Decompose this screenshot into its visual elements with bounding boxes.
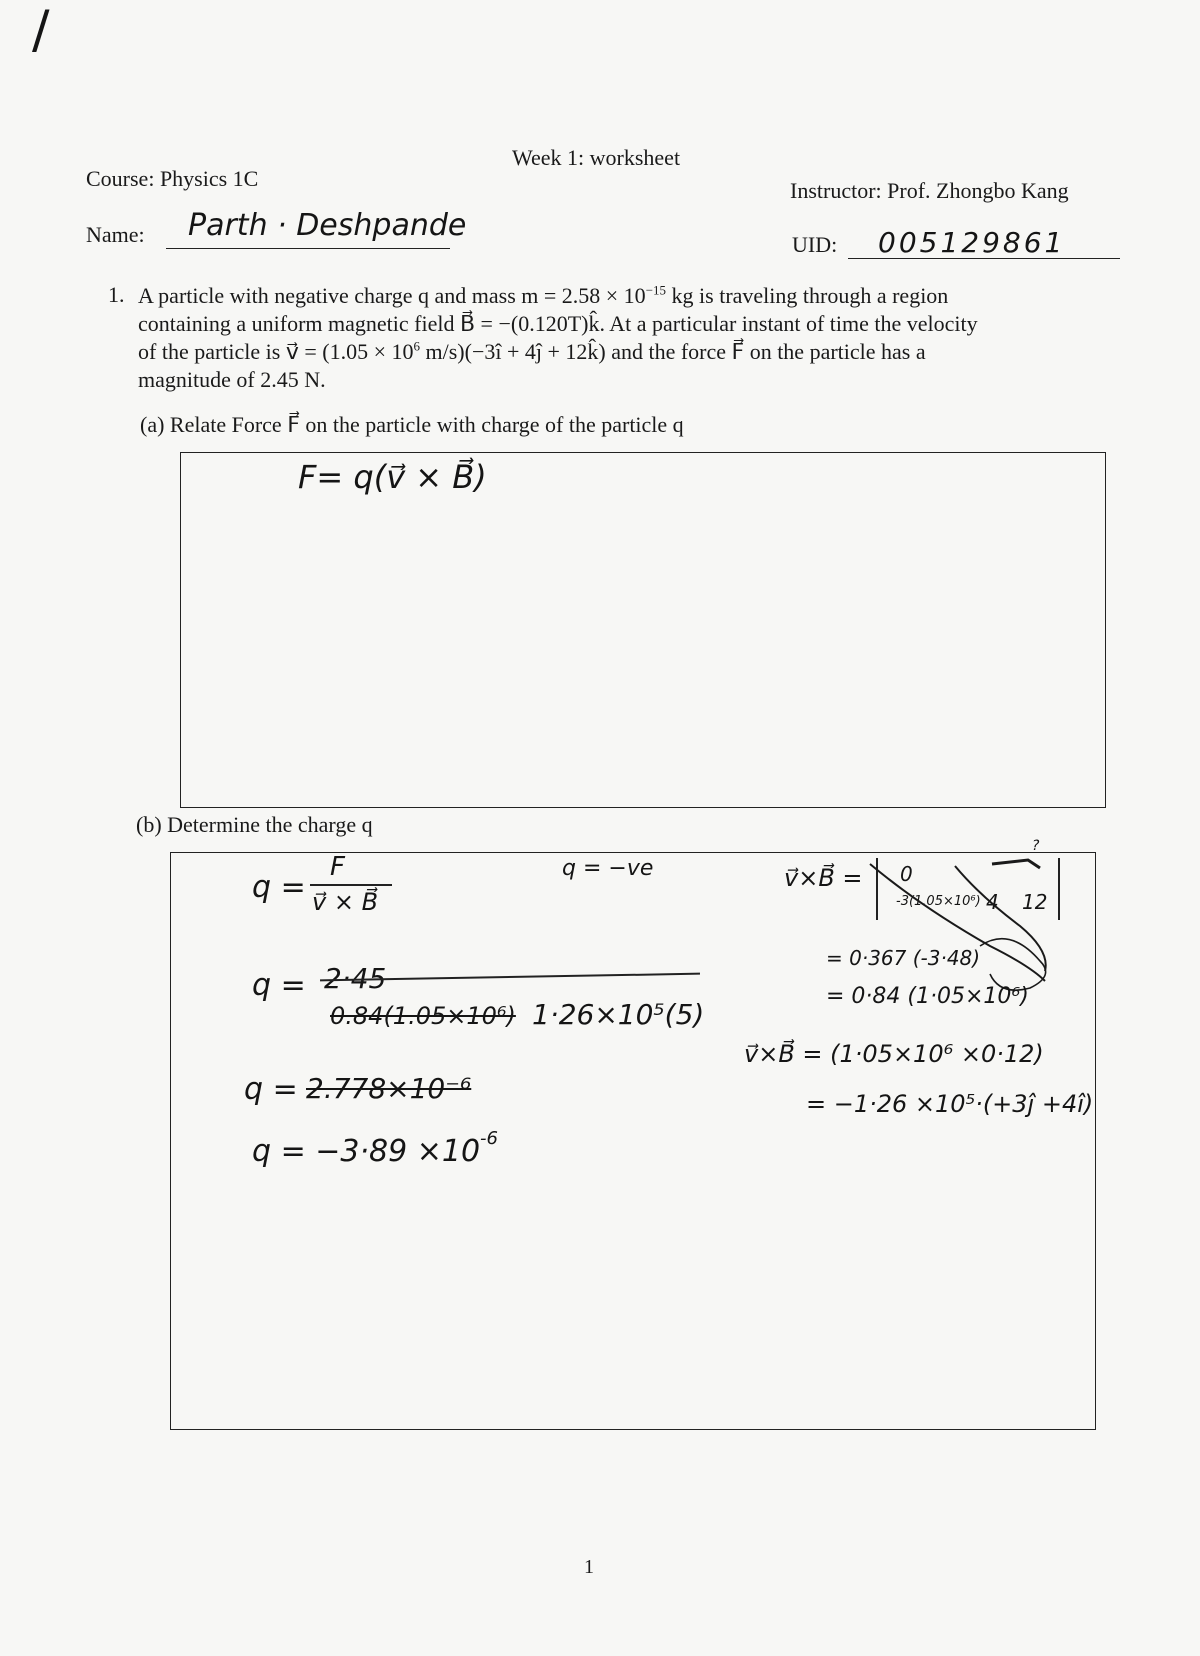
det-row2-b: 4 xyxy=(986,890,999,914)
part-a-answer: F= q(v⃗ × B⃗) xyxy=(298,458,487,496)
instructor-label: Instructor: Prof. Zhongbo Kang xyxy=(790,178,1069,203)
eq1-denominator: v⃗ × B⃗ xyxy=(312,888,379,916)
eq1-numerator: F xyxy=(330,852,345,882)
part-b-label: (b) Determine the charge q xyxy=(136,812,373,837)
eq2-struck-denominator: 0.84(1.05×10⁶) xyxy=(330,1002,516,1030)
problem-line-3: of the particle is v⃗ = ($1.05 \times 10^6$ m/s)(−3î + 4ĵ + 12k̂) and the force F⃗ on the particle has a xyxy=(138,338,926,364)
eq3-lhs: q = xyxy=(244,1072,298,1107)
det-row2-c: 12 xyxy=(1022,890,1048,914)
eq1-lhs: q = xyxy=(252,870,306,905)
side-result-1: v⃗×B⃗ = (1·05×10⁶ ×0·12) xyxy=(744,1040,1044,1068)
name-value: Parth · Deshpande xyxy=(188,208,467,243)
worksheet-title: Week 1: worksheet xyxy=(512,145,681,170)
part-a-label: (a) Relate Force F⃗ on the particle with charge of the particle q xyxy=(140,412,684,437)
problem-line-1: A particle with negative charge q and mass $m = 2.58 \times 10^{-15}$ kg is traveling through a region xyxy=(138,282,949,308)
uid-label: UID: xyxy=(792,232,838,257)
problem-line-2: containing a uniform magnetic field B⃗ = −(0.120T)k̂. At a particular instant of time the velocity xyxy=(138,311,978,336)
sign-note: q = −ve xyxy=(562,856,654,881)
side-step-2: = 0·84 (1·05×10⁶) xyxy=(826,984,1029,1009)
side-top-mark: ? xyxy=(1032,838,1040,854)
name-underline xyxy=(166,248,450,249)
eq2-lhs: q = xyxy=(252,968,306,1003)
eq3-struck-value: 2.778×10⁻⁶ xyxy=(306,1072,472,1105)
det-row1: 0 xyxy=(900,862,913,886)
eq2-denominator: 1·26×10⁵(5) xyxy=(532,998,705,1031)
problem-number: 1. xyxy=(108,282,125,307)
uid-value: 005129861 xyxy=(878,226,1066,259)
final-answer: $q = -3\cdot 89 \times 10^{-6}$ xyxy=(252,1128,498,1169)
eq1-fraction-bar xyxy=(310,884,392,886)
side-step-1: = 0·367 (-3·48) xyxy=(826,946,981,970)
eq2-numerator: 2·45 xyxy=(324,962,387,995)
problem-line-4: magnitude of 2.45 N. xyxy=(138,367,326,392)
course-label: Course: Physics 1C xyxy=(86,166,259,191)
struck-entry xyxy=(992,860,1040,868)
part-a-answer-box xyxy=(180,452,1106,808)
corner-mark: / xyxy=(32,0,50,60)
problem-statement xyxy=(138,282,1168,394)
det-row2-a: -3(1.05×10⁶) xyxy=(896,894,981,909)
side-result-2: = −1·26 ×10⁵·(+3ĵ +4î) xyxy=(806,1090,1094,1118)
name-label: Name: xyxy=(86,222,145,247)
page-number: 1 xyxy=(584,1556,594,1578)
side-vxb-label: v⃗×B⃗ = xyxy=(784,864,863,892)
